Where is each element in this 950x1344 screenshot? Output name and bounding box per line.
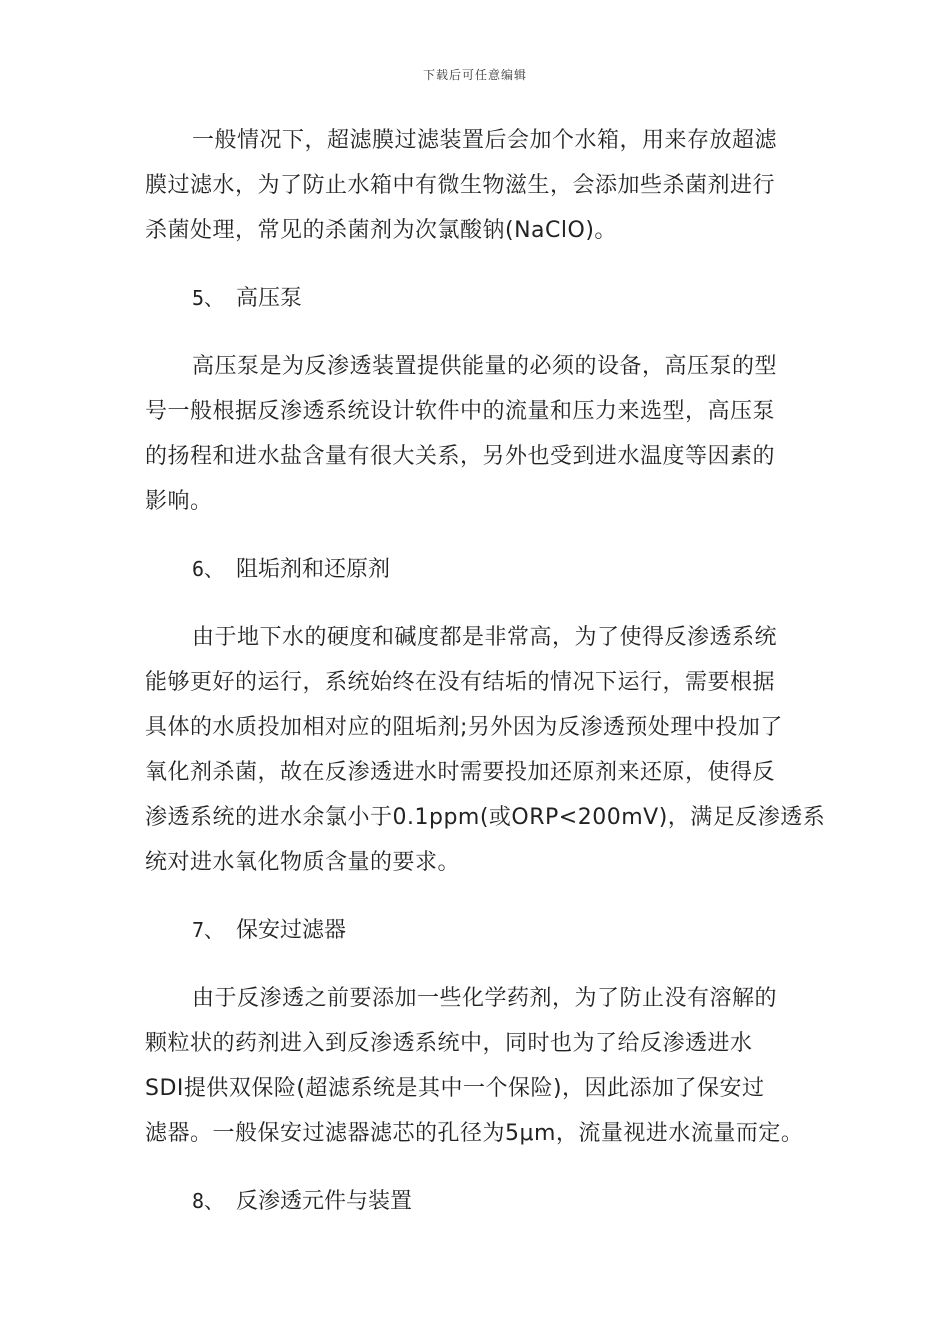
paragraph-high-pressure-pump bbox=[145, 344, 810, 524]
paragraph-line: 统对进水氧化物质含量的要求。 bbox=[145, 850, 461, 875]
section-number: 8、 bbox=[192, 1189, 225, 1213]
paragraph-line: 颗粒状的药剂进入到反渗透系统中，同时也为了给反渗透进水 bbox=[145, 1031, 753, 1056]
section-title: 高压泵 bbox=[236, 286, 303, 311]
paragraph-antiscalant bbox=[145, 615, 826, 885]
paragraph-line: 能够更好的运行，系统始终在没有结垢的情况下运行，需要根据 bbox=[145, 670, 776, 695]
paragraph-line: 一般情况下，超滤膜过滤装置后会加个水箱，用来存放超滤 bbox=[192, 128, 778, 153]
paragraph-water-tank bbox=[145, 118, 810, 253]
section-number: 6、 bbox=[192, 557, 225, 581]
paragraph-line: 膜过滤水，为了防止水箱中有微生物滋生，会添加些杀菌剂进行 bbox=[145, 173, 776, 198]
paragraph-line: 滤器。一般保安过滤器滤芯的孔径为5μm，流量视进水流量而定。 bbox=[145, 1121, 804, 1146]
page-header: 下载后可任意编辑 bbox=[422, 68, 527, 82]
section-heading-security-filter bbox=[145, 908, 810, 953]
paragraph-line: 具体的水质投加相对应的阻垢剂;另外因为反渗透预处理中投加了 bbox=[145, 715, 783, 740]
paragraph-line: 杀菌处理，常见的杀菌剂为次氯酸钠(NaClO)。 bbox=[145, 218, 617, 243]
paragraph-line: 由于反渗透之前要添加一些化学药剂，为了防止没有溶解的 bbox=[192, 986, 778, 1011]
section-title: 保安过滤器 bbox=[236, 918, 347, 943]
paragraph-line: 的扬程和进水盐含量有很大关系，另外也受到进水温度等因素的 bbox=[145, 444, 776, 469]
document-body bbox=[145, 118, 826, 1247]
section-title: 反渗透元件与装置 bbox=[236, 1189, 413, 1214]
paragraph-line: 氧化剂杀菌，故在反渗透进水时需要投加还原剂来还原，使得反 bbox=[145, 760, 776, 785]
paragraph-line: 影响。 bbox=[145, 489, 213, 514]
section-heading-antiscalant bbox=[145, 547, 810, 592]
paragraph-line: 号一般根据反渗透系统设计软件中的流量和压力来选型，高压泵 bbox=[145, 399, 776, 424]
section-number: 5、 bbox=[192, 286, 225, 310]
paragraph-line: 高压泵是为反渗透装置提供能量的必须的设备，高压泵的型 bbox=[192, 354, 778, 379]
paragraph-security-filter bbox=[145, 976, 810, 1156]
section-heading-high-pressure-pump bbox=[145, 276, 810, 321]
paragraph-line: 由于地下水的硬度和碱度都是非常高，为了使得反渗透系统 bbox=[192, 625, 778, 650]
section-heading-ro-elements bbox=[145, 1179, 810, 1224]
paragraph-line: 渗透系统的进水余氯小于0.1ppm(或ORP<200mV)，满足反渗透系 bbox=[145, 805, 826, 830]
section-number: 7、 bbox=[192, 918, 225, 942]
section-title: 阻垢剂和还原剂 bbox=[236, 557, 391, 582]
paragraph-line: SDI提供双保险(超滤系统是其中一个保险)，因此添加了保安过 bbox=[145, 1076, 765, 1101]
